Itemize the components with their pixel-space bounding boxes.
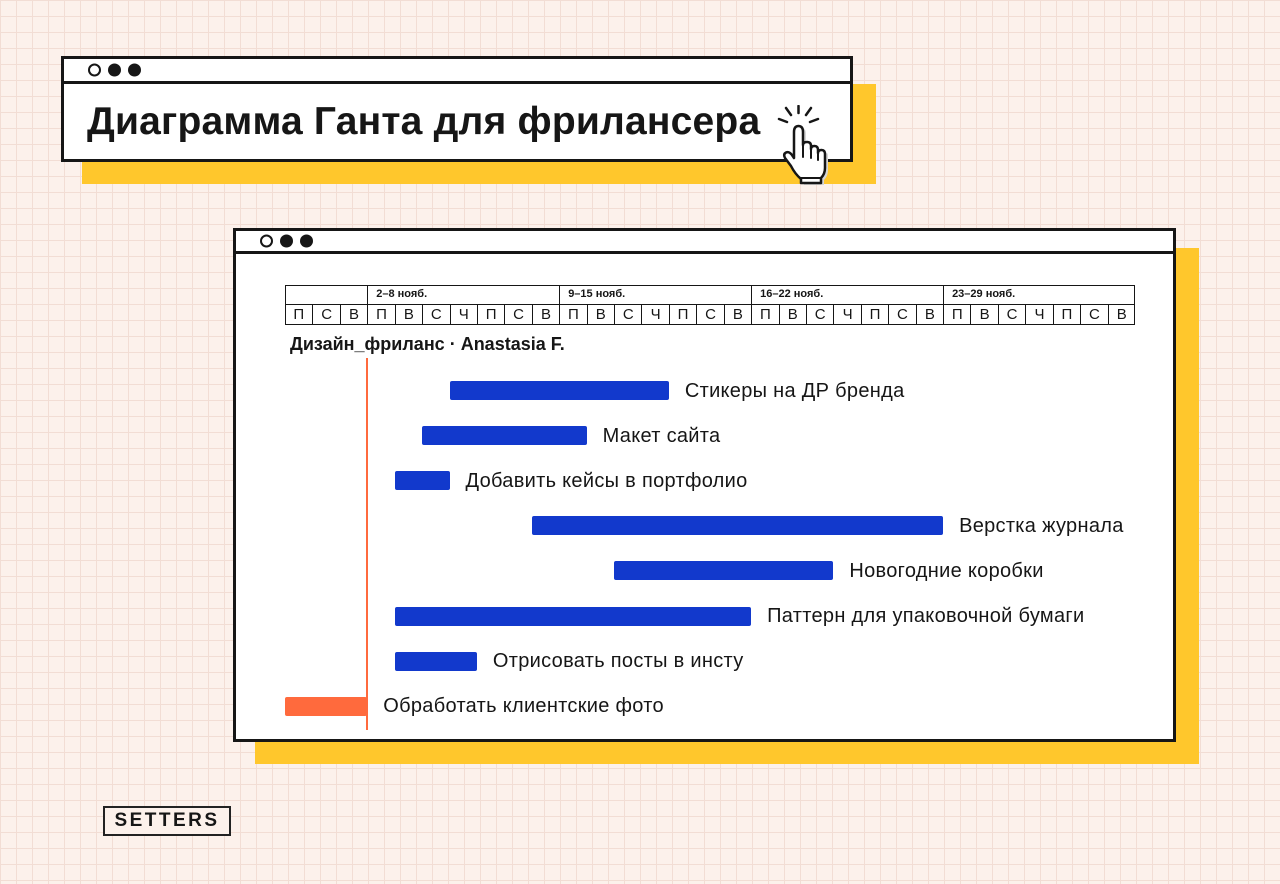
- week-cell: [559, 285, 751, 304]
- day-tick-label: В: [970, 304, 997, 325]
- day-tick-label: В: [395, 304, 422, 325]
- day-tick-label: С: [806, 304, 833, 325]
- gantt-chart: [285, 285, 1135, 735]
- task-label: Добавить кейсы в портфолио: [465, 469, 748, 492]
- task-label: Макет сайта: [602, 424, 721, 447]
- window-controls: [88, 64, 141, 77]
- window-controls: [260, 235, 313, 248]
- project-group-label: Дизайн_фриланс · Anastasia F.: [290, 334, 565, 354]
- task-bar[interactable]: [532, 516, 943, 535]
- task-label: Обработать клиентские фото: [383, 695, 664, 718]
- day-tick-label: П: [943, 304, 970, 325]
- day-tick-label: П: [669, 304, 696, 325]
- day-tick-label: П: [751, 304, 778, 325]
- task-bar[interactable]: [614, 561, 833, 580]
- task-bar[interactable]: [285, 697, 367, 716]
- week-cell: [367, 285, 559, 304]
- window-dot-filled-icon[interactable]: [108, 64, 121, 77]
- today-line: [366, 358, 368, 730]
- day-tick-label: С: [614, 304, 641, 325]
- day-tick-label: С: [504, 304, 531, 325]
- page-title: Диаграмма Ганта для фрилансера: [87, 99, 761, 143]
- window-dot-filled-icon[interactable]: [128, 64, 141, 77]
- day-tick-label: П: [293, 306, 305, 323]
- task-label: Паттерн для упаковочной бумаги: [767, 605, 1085, 627]
- window-dot-outline-icon[interactable]: [260, 235, 273, 248]
- day-tick-label: Ч: [450, 304, 477, 325]
- task-label: Верстка журнала: [959, 514, 1124, 537]
- task-bar[interactable]: [395, 652, 477, 671]
- window-dot-filled-icon[interactable]: [280, 235, 293, 248]
- week-cell: [943, 285, 1135, 304]
- day-tick-label: П: [1053, 304, 1080, 325]
- day-tick-label: В: [532, 304, 559, 325]
- chart-window: [233, 228, 1176, 742]
- day-tick-label: В: [1108, 304, 1135, 325]
- pointer-hand-click-icon: [764, 105, 830, 185]
- day-tick-label: Ч: [641, 304, 668, 325]
- title-window: [61, 56, 853, 162]
- setters-logo: SETTERS: [103, 806, 231, 836]
- week-cell: [751, 285, 943, 304]
- day-tick-label: С: [696, 304, 723, 325]
- day-tick-label: С: [1080, 304, 1107, 325]
- task-bar[interactable]: [395, 607, 751, 626]
- day-tick-label: П: [367, 304, 394, 325]
- day-tick-label: С: [888, 304, 915, 325]
- task-label: Стикеры на ДР бренда: [684, 379, 905, 402]
- day-tick-label: В: [587, 304, 614, 325]
- task-bar[interactable]: [422, 426, 587, 445]
- task-bar[interactable]: [450, 381, 669, 400]
- day-tick-label: С: [312, 304, 339, 325]
- day-tick-label: Ч: [833, 304, 860, 325]
- week-cell: [285, 285, 367, 304]
- task-label: Отрисовать посты в инсту: [492, 650, 744, 673]
- window-titlebar: [64, 59, 850, 84]
- timeline-header: [285, 285, 1135, 325]
- task-bar[interactable]: [395, 471, 450, 490]
- window-titlebar: [236, 231, 1173, 254]
- week-tick-label: 2–8 нояб.: [376, 288, 428, 300]
- day-tick-label: П: [477, 304, 504, 325]
- day-tick-label: С: [422, 304, 449, 325]
- day-tick-label: В: [779, 304, 806, 325]
- week-tick-label: 9–15 нояб.: [568, 288, 626, 300]
- day-tick-label: В: [340, 304, 367, 325]
- day-tick-label: С: [998, 304, 1025, 325]
- day-tick-label: В: [724, 304, 751, 325]
- day-tick-label: Ч: [1025, 304, 1052, 325]
- week-tick-label: 23–29 нояб.: [952, 288, 1016, 300]
- day-tick-label: В: [916, 304, 943, 325]
- window-dot-outline-icon[interactable]: [88, 64, 101, 77]
- day-tick-label: П: [861, 304, 888, 325]
- title-window-content: [64, 84, 850, 159]
- window-dot-filled-icon[interactable]: [300, 235, 313, 248]
- task-label: Новогодние коробки: [849, 559, 1044, 582]
- day-tick-label: П: [559, 304, 586, 325]
- week-tick-label: 16–22 нояб.: [760, 288, 824, 300]
